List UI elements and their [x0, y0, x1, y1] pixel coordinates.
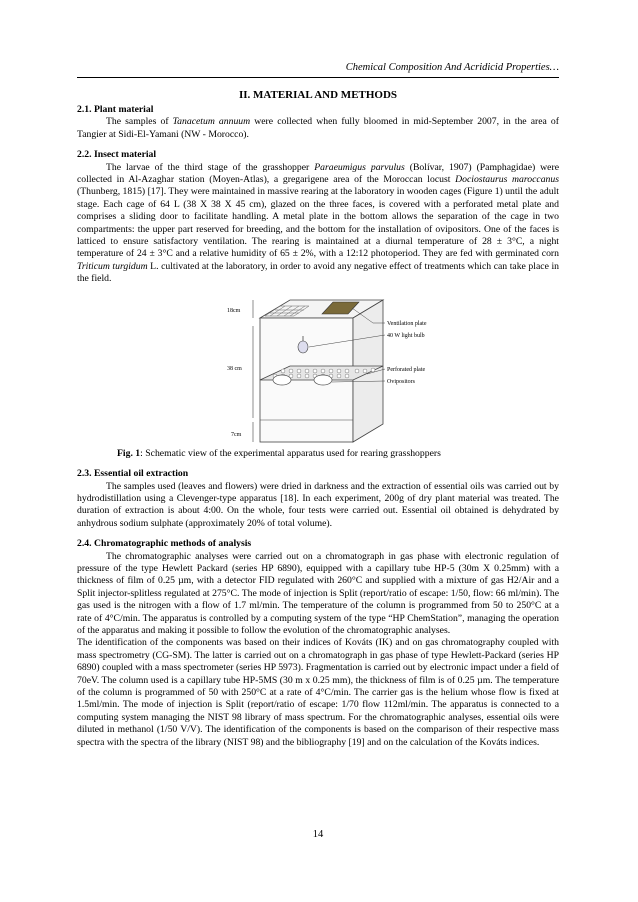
subsection-heading-2-2: 2.2. Insect material [77, 149, 157, 161]
header-rule [77, 77, 559, 78]
dimension-38cm: 38 cm [227, 365, 242, 372]
section-title: II. MATERIAL AND METHODS [238, 89, 398, 101]
paragraph-insect-material: The larvae of the third stage of the grasshopper Paraeumigus parvulus (Bolívar, 1907) (Pamphagidae) were collected in Al-Azaghar station (Moyen-Atlas), a gregarigene area of the Moroccan locust Dociostaurus maroccanus (Thunberg, 1815) [17]. They were maintained in massive rearing at the laboratory in wooden cages (Figure 1) until the adult stage. Each cage of 64 L (38 X 38 X 45 cm), glazed on the three faces, is covered with a perforated metal plate and comprises a sliding door to facilitate handling. A metal plate in the bottom allows the separation of the cage in two compartments: the upper part reserved for breeding, and the bottom for the installation of ovipositors. One of the faces is latticed to ensure satisfactory ventilation. The rearing is maintained at a diurnal temperature of 28 ± 3°C, a night temperature of 24 ± 3°C and a relative humidity of 65 ± 2%, with a 12:12 photoperiod. They are fed with germinated corn Triticum turgidum L. cultivated at the laboratory, in order to avoid any negative effect of treatments which can take place in the field. [77, 161, 560, 285]
species-name: Paraeumigus parvulus [314, 161, 405, 173]
subsection-heading-2-1: 2.1. Plant material [77, 104, 154, 115]
subsection-heading-2-4: 2.4. Chromatographic methods of analysis [77, 538, 252, 550]
rearing-cage-diagram [77, 296, 559, 444]
figure-caption: Fig. 1: Schematic view of the experimental apparatus used for rearing grasshoppers [117, 447, 441, 459]
dimension-7cm: 7cm [231, 431, 242, 438]
paragraph-chromatography-1: The chromatographic analyses were carried out on a chromatograph in gas phase with electronic regulation of pressure of the type Hewlett Packard (series HP 6890), equipped with a capillary tube HP-5 (30m X 0.25mm) with a thickness of film of 0.25 µm, with a detector FID regulated with 260°C and supplied with a mixture of gas H2/Air and a Split injector-splitless regulated at 275°C. The mode of injection is Split (report/ratio of escape: 1/50, flow: 66 ml/min). The gas used is the nitrogen with a flow of 1.7 ml/min. The temperature of the column is programmed from 50 to 250°C at a rate of 4°C/min. The apparatus is controlled by a computing system of the type “HP ChemStation”, managing the operation of the apparatus and making it possible to follow the evolution of the chromatographic analyses. [77, 550, 559, 636]
species-name: Tanacetum annuum [172, 116, 251, 128]
dimension-18cm: 18cm [227, 307, 241, 314]
label-ventilation-plate: Ventilation plate [387, 320, 427, 327]
paragraph-essential-oil: The samples used (leaves and flowers) were dried in darkness and the extraction of essential oils was carried out by hydrodistillation using a Clevenger-type apparatus [18]. In each experiment, 200g of dry plant material was treated. The duration of extraction is about 4:00. On the whole, four tests were carried out. Essential oil obtained is dehydrated by anhydrous sodium sulphate (approximately 20% of total volume). [77, 480, 559, 529]
paragraph-chromatography-2: The identification of the components was based on their indices of Kováts (IK) and on gas chromatography coupled with mass spectrometry (CG-SM). The latter is carried out on a chromatograph in gas phase of type Hewlett-Packard (series HP 6890) coupled with a mass spectrometer (series HP 5973). Fragmentation is carried out by electronic impact under a field of 70eV. The column used is a capillary tube HP-5MS (30 m x 0.25 mm), the thickness of film is of 0.25 µm. The temperature of the column is programmed of 50 with 250°C at a rate of 4°C/min. The carrier gas is the helium whose flow is fixed at 1.5ml/min. The mode of injection is Split (report/ratio of escape: 1/70 flow 112ml/min. The apparatus is connected to a computing system managing the NIST 98 library of mass spectrum. For the chromatographic analyses, essential oils were diluted in methanol (1/50 V/V). The identification of the components is based on the comparison of their respective mass spectra with the spectra of the library (NIST 98) and the bibliography [19] and on the calculation of the Kováts indices. [77, 637, 559, 748]
figure-1 [77, 296, 559, 444]
label-light-bulb: 40 W light bulb [387, 332, 425, 339]
body-text [77, 104, 559, 749]
species-name: Dociostaurus maroccanus [455, 174, 560, 186]
label-ovipositors: Ovipositors [387, 378, 416, 385]
page-number: 14 [312, 829, 324, 840]
species-name: Triticum turgidum [77, 260, 148, 272]
paragraph-plant-material: The samples of Tanacetum annuum were collected when fully bloomed in mid-September 2007, in the area of Tangier at Sidi-El-Yamani (NW - Morocco). [77, 116, 560, 140]
running-header: Chemical Composition And Acridicid Properties… [345, 62, 559, 73]
figure-label: Fig. 1 [117, 447, 141, 459]
subsection-heading-2-3: 2.3. Essential oil extraction [77, 468, 189, 480]
label-perforated-plate: Perforated plate [387, 366, 426, 373]
